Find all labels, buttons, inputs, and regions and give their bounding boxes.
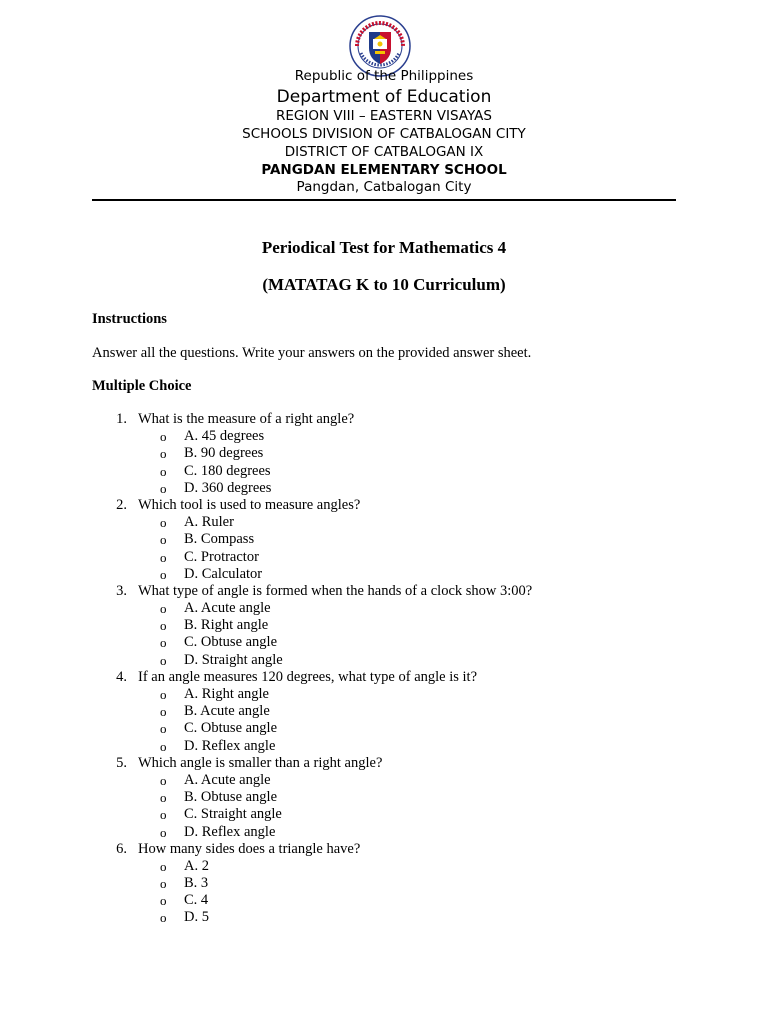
question-text: If an angle measures 120 degrees, what type of angle is it? bbox=[138, 668, 478, 685]
bullet-icon: o bbox=[160, 704, 167, 720]
bullet-icon: o bbox=[160, 721, 167, 737]
header-school: PANGDAN ELEMENTARY SCHOOL bbox=[261, 162, 507, 178]
answer-option bbox=[0, 514, 768, 531]
header-department: Department of Education bbox=[276, 87, 492, 107]
option-text: C. 180 degrees bbox=[184, 462, 271, 479]
option-text: D. 5 bbox=[184, 909, 209, 926]
question-list bbox=[0, 411, 768, 927]
answer-option bbox=[0, 428, 768, 445]
answer-option bbox=[0, 652, 768, 669]
answer-option bbox=[0, 772, 768, 789]
question-number: 5. bbox=[116, 754, 127, 771]
option-text: C. 4 bbox=[184, 892, 209, 909]
option-text: C. Obtuse angle bbox=[184, 720, 278, 737]
question-text: What is the measure of a right angle? bbox=[138, 411, 355, 427]
header-divider bbox=[92, 199, 676, 201]
question-item bbox=[0, 583, 768, 600]
bullet-icon: o bbox=[160, 807, 167, 823]
question-number: 6. bbox=[116, 840, 127, 857]
answer-option bbox=[0, 531, 768, 548]
question-number: 2. bbox=[116, 496, 127, 513]
bullet-icon: o bbox=[160, 790, 167, 806]
answer-option bbox=[0, 875, 768, 892]
answer-option bbox=[0, 858, 768, 875]
answer-option bbox=[0, 549, 768, 566]
bullet-icon: o bbox=[160, 824, 167, 840]
bullet-icon: o bbox=[160, 532, 167, 548]
option-text: A. 2 bbox=[184, 857, 209, 874]
question-text: How many sides does a triangle have? bbox=[138, 840, 361, 857]
answer-option bbox=[0, 686, 768, 703]
question-item bbox=[0, 497, 768, 514]
answer-option bbox=[0, 634, 768, 651]
header-division: SCHOOLS DIVISION OF CATBALOGAN CITY bbox=[242, 126, 526, 142]
question-number: 1. bbox=[116, 411, 127, 427]
option-text: D. Straight angle bbox=[184, 651, 283, 668]
header-region: REGION VIII – EASTERN VISAYAS bbox=[276, 108, 492, 124]
bullet-icon: o bbox=[160, 566, 167, 582]
question-item bbox=[0, 669, 768, 686]
bullet-icon: o bbox=[160, 480, 167, 496]
bullet-icon: o bbox=[160, 446, 167, 462]
answer-option bbox=[0, 720, 768, 737]
document-title: Periodical Test for Mathematics 4 bbox=[261, 238, 507, 257]
question-text: Which tool is used to measure angles? bbox=[138, 496, 361, 513]
bullet-icon: o bbox=[160, 738, 167, 754]
question-item bbox=[0, 411, 768, 428]
bullet-icon: o bbox=[160, 772, 167, 788]
option-text: B. Compass bbox=[184, 531, 255, 548]
instructions-heading: Instructions bbox=[92, 311, 167, 327]
option-text: D. Reflex angle bbox=[184, 737, 276, 754]
answer-option bbox=[0, 824, 768, 841]
option-text: A. 45 degrees bbox=[184, 428, 265, 445]
option-text: B. Acute angle bbox=[184, 703, 270, 720]
question-text: Which angle is smaller than a right angle? bbox=[138, 754, 383, 771]
bullet-icon: o bbox=[160, 652, 167, 668]
answer-option bbox=[0, 703, 768, 720]
answer-option bbox=[0, 600, 768, 617]
document-subtitle: (MATATAG K to 10 Curriculum) bbox=[262, 275, 506, 294]
answer-option bbox=[0, 480, 768, 497]
header-republic: Republic of the Philippines bbox=[294, 68, 474, 84]
option-text: A. Right angle bbox=[184, 686, 269, 702]
option-text: B. Obtuse angle bbox=[184, 789, 278, 806]
section-heading: Multiple Choice bbox=[92, 378, 192, 394]
header-district: DISTRICT OF CATBALOGAN IX bbox=[284, 144, 484, 160]
option-text: C. Protractor bbox=[184, 548, 259, 565]
option-text: A. Acute angle bbox=[184, 771, 271, 788]
bullet-icon: o bbox=[160, 601, 167, 617]
answer-option bbox=[0, 892, 768, 909]
bullet-icon: o bbox=[160, 687, 167, 702]
option-text: A. Acute angle bbox=[184, 600, 271, 617]
bullet-icon: o bbox=[160, 876, 167, 892]
bullet-icon: o bbox=[160, 515, 167, 531]
answer-option bbox=[0, 789, 768, 806]
bullet-icon: o bbox=[160, 429, 167, 445]
answer-option bbox=[0, 909, 768, 926]
option-text: C. Obtuse angle bbox=[184, 634, 278, 651]
answer-option bbox=[0, 738, 768, 755]
answer-option bbox=[0, 617, 768, 634]
instructions-text: Answer all the questions. Write your answers on the provided answer sheet. bbox=[92, 345, 532, 361]
bullet-icon: o bbox=[160, 618, 167, 634]
answer-option bbox=[0, 566, 768, 583]
question-number: 4. bbox=[116, 668, 127, 685]
option-text: C. Straight angle bbox=[184, 806, 282, 823]
question-item bbox=[0, 841, 768, 858]
bullet-icon: o bbox=[160, 893, 167, 909]
bullet-icon: o bbox=[160, 549, 167, 565]
option-text: A. Ruler bbox=[184, 514, 234, 531]
option-text: D. Reflex angle bbox=[184, 823, 276, 840]
option-text: D. Calculator bbox=[184, 565, 263, 582]
question-item bbox=[0, 755, 768, 772]
answer-option bbox=[0, 463, 768, 480]
option-text: B. Right angle bbox=[184, 617, 269, 634]
bullet-icon: o bbox=[160, 463, 167, 479]
answer-option bbox=[0, 445, 768, 462]
answer-option bbox=[0, 806, 768, 823]
option-text: D. 360 degrees bbox=[184, 479, 272, 496]
bullet-icon: o bbox=[160, 635, 167, 651]
bullet-icon: o bbox=[160, 858, 167, 874]
question-text: What type of angle is formed when the hands of a clock show 3:00? bbox=[138, 582, 533, 599]
question-number: 3. bbox=[116, 582, 127, 599]
bullet-icon: o bbox=[160, 910, 167, 926]
option-text: B. 90 degrees bbox=[184, 445, 264, 462]
option-text: B. 3 bbox=[184, 875, 209, 892]
header-address: Pangdan, Catbalogan City bbox=[296, 179, 472, 195]
